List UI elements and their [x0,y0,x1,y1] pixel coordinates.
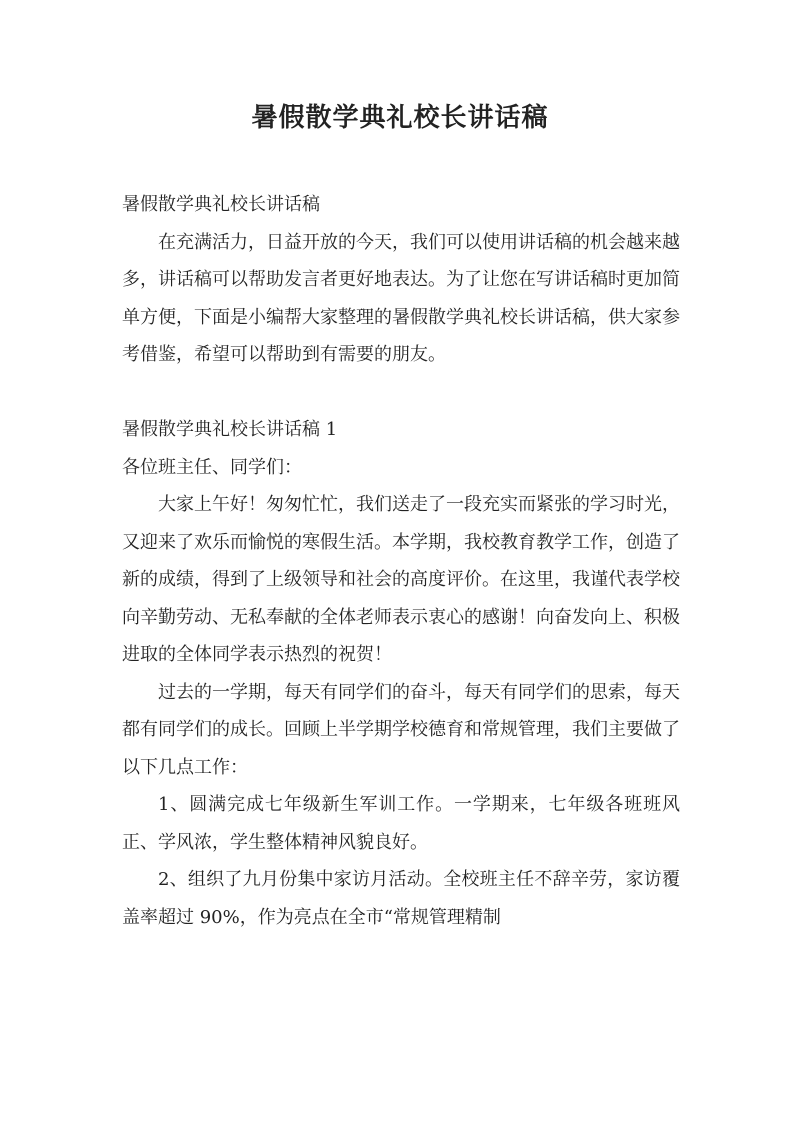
speech-paragraph-3: 1、圆满完成七年级新生军训工作。一学期来，七年级各班班风正、学风浓，学生整体精神风貌良好。 [122,794,680,853]
speech-paragraph-2: 过去的一学期，每天有同学们的奋斗，每天有同学们的思索，每天都有同学们的成长。回顾上半学期学校德育和常规管理，我们主要做了以下几点工作： [122,681,680,778]
section-spacer [122,374,680,412]
document-body [122,186,680,936]
speech-paragraph-4: 2、组织了九月份集中家访月活动。全校班主任不辞辛劳，家访覆盖率超过 90%，作为亮点在全市“常规管理精制 [122,869,680,928]
intro-paragraph: 在充满活力，日益开放的今天，我们可以使用讲话稿的机会越来越多，讲话稿可以帮助发言者更好地表达。为了让您在写讲话稿时更加简单方便，下面是小编帮大家整理的暑假散学典礼校长讲话稿，供大家参考借鉴，希望可以帮助到有需要的朋友。 [122,231,680,365]
document-title: 暑假散学典礼校长讲话稿 [251,103,549,133]
document-subtitle: 暑假散学典礼校长讲话稿 [122,194,320,215]
section-heading: 暑假散学典礼校长讲话稿 1 [122,419,338,440]
salutation: 各位班主任、同学们： [122,456,302,478]
speech-paragraph-1: 大家上午好！匆匆忙忙，我们送走了一段充实而紧张的学习时光，又迎来了欢乐而愉悦的寒假生活。本学期，我校教育教学工作，创造了新的成绩，得到了上级领导和社会的高度评价。在这里，我谨代表学校向辛勤劳动、无私奉献的全体老师表示衷心的感谢！向奋发向上、积极进取的全体同学表示热烈的祝贺！ [122,494,680,665]
